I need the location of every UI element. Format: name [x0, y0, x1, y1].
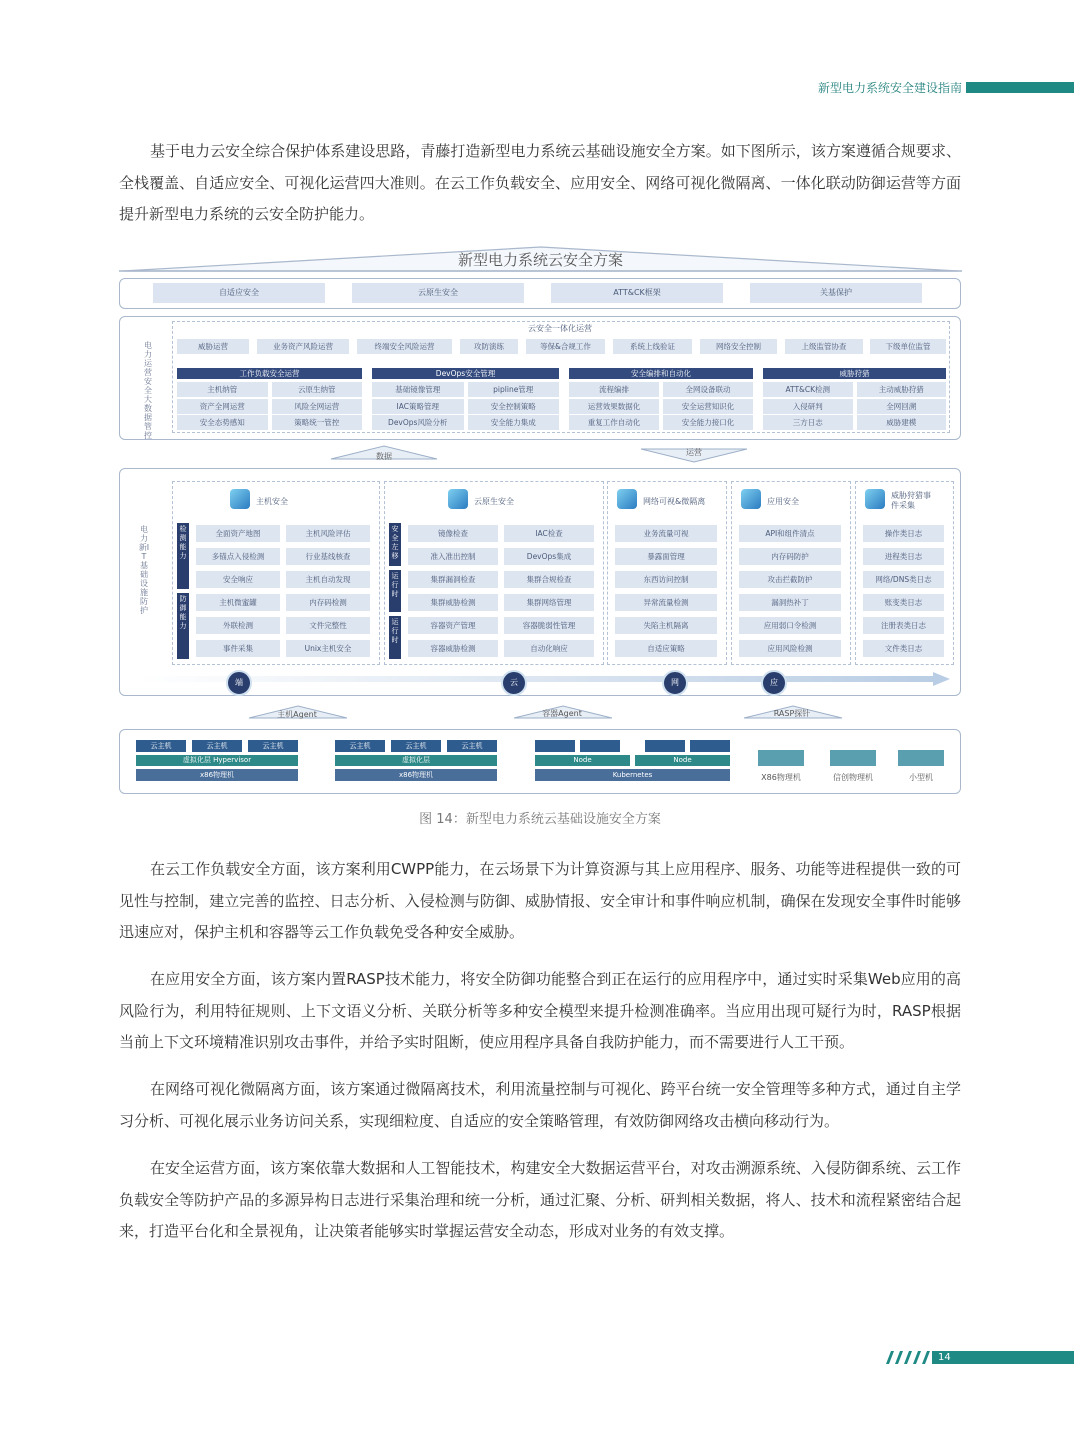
ops-group-item: 运营效果数据化	[569, 399, 659, 414]
column-cube-icon	[741, 489, 761, 509]
flow-node-app: 应	[761, 670, 787, 696]
ops-group-item: 全网回溯	[857, 399, 947, 414]
infra-item: 异常流量检测	[615, 594, 717, 611]
solution-diagram	[119, 244, 962, 796]
capability-pill: 安全左移	[389, 523, 401, 566]
ops-row-tile: 攻防演练	[460, 339, 518, 354]
rasp-label: RASP探针	[773, 709, 811, 718]
physical-layer: x86物理机	[335, 769, 497, 781]
infra-item: 准入准出控制	[408, 548, 498, 565]
infra-side-label: 电力新IT基础设施防护	[138, 525, 150, 615]
page-footer	[0, 1351, 1080, 1365]
page-header	[0, 80, 1080, 96]
infra-column-title: 主机安全	[256, 497, 288, 506]
paragraph-operations: 在安全运营方面，该方案依靠大数据和人工智能技术，构建安全大数据运营平台，对攻击溯源系统、入侵防御系统、云工作负载安全等防护产品的多源异构日志进行采集治理和统一分析，通过汇聚、分析、研判相关数据，将人、技术和流程紧密结合起来，打造平台化和全景视角，让决策者能够实时掌握运营安全动态，形成对业务的有效支撑。	[119, 1159, 961, 1240]
flow-node-endpoint: 端	[226, 670, 252, 696]
ops-group-item: DevOps风险分析	[372, 415, 464, 430]
infra-column-title: 网络可视&微隔离	[643, 497, 706, 506]
principles-box	[119, 278, 961, 309]
ops-group-title: 工作负载安全运营	[177, 368, 362, 379]
ops-row-tile: 终端安全风险运营	[357, 339, 452, 354]
infra-item: 失陷主机隔离	[615, 617, 717, 634]
infra-item: 文件完整性	[286, 617, 370, 634]
page-number: 14	[932, 1351, 1074, 1364]
physical-layer: x86物理机	[136, 769, 298, 781]
infra-item: 网络/DNS类日志	[863, 571, 944, 588]
ops-group-item: 安全能力接口化	[663, 415, 753, 430]
vm-box: 云主机	[335, 740, 385, 752]
kubernetes-layer: Kubernetes	[535, 769, 730, 781]
ops-group-item: 风险全网运营	[272, 399, 363, 414]
hardware-label: X86物理机	[761, 773, 801, 782]
hardware-label: 小型机	[909, 773, 933, 782]
xinchuang-server-icon	[830, 750, 876, 766]
column-cube-icon	[448, 489, 468, 509]
capability-pill: 防御能力	[177, 593, 189, 659]
infra-item: DevOps集成	[504, 548, 594, 565]
virtualization-layer: 虚拟化层	[335, 755, 497, 766]
paragraph-intro: 基于电力云安全综合保护体系建设思路，青藤打造新型电力系统云基础设施安全方案。如下图所示，该方案遵循合规要求、全栈覆盖、自适应安全、可视化运营四大准则。在云工作负载安全、应用安全、网络可视化微隔离、一体化联动防御运营等方面提升新型电力系统的云安全防护能力。	[119, 142, 961, 223]
infra-item: 主机微蜜罐	[196, 594, 280, 611]
column-cube-icon	[617, 489, 637, 509]
ops-group-item: 威胁建模	[857, 415, 947, 430]
infra-item: 业务流量可视	[615, 525, 717, 542]
ops-row-tile: 网络安全控制	[700, 339, 777, 354]
ops-group-item: 策略统一管控	[272, 415, 363, 430]
infra-item: 自适应策略	[615, 640, 717, 657]
ops-arrow-label: 运营	[686, 448, 702, 457]
infra-item: 容器资产管理	[408, 617, 498, 634]
ops-row-tile: 下级单位监管	[870, 339, 946, 354]
ops-group-item: 主机纳管	[177, 382, 268, 397]
infra-base-box	[119, 729, 961, 794]
x86-server-icon	[758, 750, 804, 766]
infra-item: 事件采集	[196, 640, 280, 657]
infra-item: 集群合规检查	[504, 571, 594, 588]
vm-box: 云主机	[192, 740, 242, 752]
infra-item: IAC检查	[504, 525, 594, 542]
infra-item: 全面资产地图	[196, 525, 280, 542]
principle-tile: ATT&CK框架	[551, 283, 723, 303]
infra-item: 操作类日志	[863, 525, 944, 542]
infra-column-title: 威胁狩猎事件采集	[891, 491, 931, 510]
principle-tile: 云原生安全	[352, 283, 524, 303]
infra-item: 外联检测	[196, 617, 280, 634]
infra-item: 多锚点入侵检测	[196, 548, 280, 565]
vm-box: 云主机	[447, 740, 497, 752]
pod-box	[645, 740, 685, 752]
column-cube-icon	[865, 489, 885, 509]
ops-group-item: ATT&CK检测	[763, 382, 853, 397]
ops-group-item: 流程编排	[569, 382, 659, 397]
pod-box	[535, 740, 575, 752]
paragraph-app-security: 在应用安全方面，该方案内置RASP技术能力，将安全防御功能整合到正在运行的应用程序中，通过实时采集Web应用的高风险行为，利用特征规则、上下文语义分析、关联分析等多种安全模型来提升检测准确率。当应用出现可疑行为时，RASP根据当前上下文环境精准识别攻击事件，并给予实时阻断，使应用程序具备自我防护能力，而不需要进行人工干预。	[119, 970, 961, 1051]
capability-pill: 运行时	[389, 616, 401, 659]
header-title: 新型电力系统安全建设指南	[817, 81, 962, 95]
ops-row-tile: 等保&合规工作	[526, 339, 605, 354]
ops-group-item: 主动威胁狩猎	[857, 382, 947, 397]
infra-item: 东西访问控制	[615, 571, 717, 588]
ops-group-item: 基础镜像管理	[372, 382, 464, 397]
infra-item: Unix主机安全	[286, 640, 370, 657]
figure-caption: 图 14：新型电力系统云基础设施安全方案	[419, 812, 661, 827]
infra-item: 容器威胁检测	[408, 640, 498, 657]
ops-row-tile: 业务资产风险运营	[257, 339, 349, 354]
footer-stripes	[884, 1351, 932, 1364]
data-arrow-label: 数据	[376, 452, 392, 461]
infra-item: 镜像检查	[408, 525, 498, 542]
ops-group-item: 云原生纳管	[272, 382, 363, 397]
infra-item: 内存码防护	[739, 548, 841, 565]
ops-group-item: 全网设备联动	[663, 382, 753, 397]
hypervisor-layer: 虚拟化层 Hypervisor	[136, 755, 298, 766]
ops-row-tile: 上级监管协查	[785, 339, 863, 354]
infra-item: 主机自动发现	[286, 571, 370, 588]
vm-box: 云主机	[136, 740, 186, 752]
paragraph-microsegmentation: 在网络可视化微隔离方面，该方案通过微隔离技术，利用流量控制与可视化、跨平台统一安全管理等多种方式，通过自主学习分析、可视化展示业务访问关系，实现细粒度、自适应的安全策略管理，有效防御网络攻击横向移动行为。	[119, 1080, 961, 1130]
infra-protection-box	[119, 468, 961, 696]
ops-group-item: 安全控制策略	[468, 399, 560, 414]
column-cube-icon	[230, 489, 250, 509]
infra-item: 暴露面管理	[615, 548, 717, 565]
infra-item: 集群威胁检测	[408, 594, 498, 611]
header-bar	[966, 82, 1074, 93]
host-agent-label: 主机Agent	[277, 710, 317, 719]
infra-item: 账变类日志	[863, 594, 944, 611]
vm-box: 云主机	[391, 740, 441, 752]
infra-item: 进程类日志	[863, 548, 944, 565]
minicomputer-icon	[898, 750, 944, 766]
infra-item: 注册表类日志	[863, 617, 944, 634]
ops-group-item: pipline管理	[468, 382, 560, 397]
ops-group-item: 入侵研判	[763, 399, 853, 414]
infra-column-title: 应用安全	[767, 497, 799, 506]
ops-group-item: 三方日志	[763, 415, 853, 430]
ops-row-tile: 系统上线验证	[613, 339, 692, 354]
infra-item: 集群网络管理	[504, 594, 594, 611]
capability-pill: 检测能力	[177, 523, 189, 589]
ops-group-item: 重复工作自动化	[569, 415, 659, 430]
infra-item: 容器脆弱性管理	[504, 617, 594, 634]
pod-box	[580, 740, 620, 752]
container-agent-label: 容器Agent	[542, 709, 582, 718]
capability-pill: 运行时	[389, 570, 401, 613]
ops-group-item: IAC策略管理	[372, 399, 464, 414]
ops-group-item: 资产全网运营	[177, 399, 268, 414]
diagram-title: 新型电力系统云安全方案	[457, 251, 623, 269]
ops-group-item: 安全能力集成	[468, 415, 560, 430]
infra-item: API和组件清点	[739, 525, 841, 542]
infra-item: 应用弱口令检测	[739, 617, 841, 634]
infra-item: 攻击拦截防护	[739, 571, 841, 588]
ops-group-title: 威胁狩猎	[763, 368, 946, 379]
node-layer: Node	[535, 755, 630, 766]
node-layer: Node	[635, 755, 730, 766]
ops-title: 云安全一体化运营	[528, 324, 592, 333]
flow-node-cloud: 云	[501, 670, 527, 696]
ops-row-tile: 威胁运营	[177, 339, 249, 354]
infra-item: 安全响应	[196, 571, 280, 588]
infra-item: 漏洞热补丁	[739, 594, 841, 611]
infra-item: 集群漏洞检查	[408, 571, 498, 588]
pod-box	[690, 740, 730, 752]
infra-item: 文件类日志	[863, 640, 944, 657]
infra-item: 行业基线核查	[286, 548, 370, 565]
paragraph-workload: 在云工作负载安全方面，该方案利用CWPP能力，在云场景下为计算资源与其上应用程序、服务、功能等进程提供一致的可见性与控制，建立完善的监控、日志分析、入侵检测与防御、威胁情报、安全审计和事件响应机制，确保在发现安全事件时能够迅速应对，保护主机和容器等云工作负载免受各种安全威胁。	[119, 860, 961, 941]
ops-side-label: 电力运营安全大数据管控	[144, 341, 152, 440]
operations-box	[119, 316, 961, 440]
ops-group-item: 安全运营知识化	[663, 399, 753, 414]
hardware-label: 信创物理机	[833, 773, 873, 782]
infra-item: 自动化响应	[504, 640, 594, 657]
vm-box: 云主机	[248, 740, 298, 752]
principle-tile: 自适应安全	[153, 283, 325, 303]
ops-group-title: 安全编排和自动化	[569, 368, 753, 379]
principle-tile: 关基保护	[750, 283, 922, 303]
ops-group-title: DevOps安全管理	[372, 368, 559, 379]
infra-item: 内存码检测	[286, 594, 370, 611]
ops-group-item: 安全态势感知	[177, 415, 268, 430]
infra-column-title: 云原生安全	[474, 497, 514, 506]
infra-item: 主机风险评估	[286, 525, 370, 542]
flow-arrow	[138, 672, 950, 686]
flow-node-network: 网	[662, 670, 688, 696]
infra-item: 应用风险检测	[739, 640, 841, 657]
